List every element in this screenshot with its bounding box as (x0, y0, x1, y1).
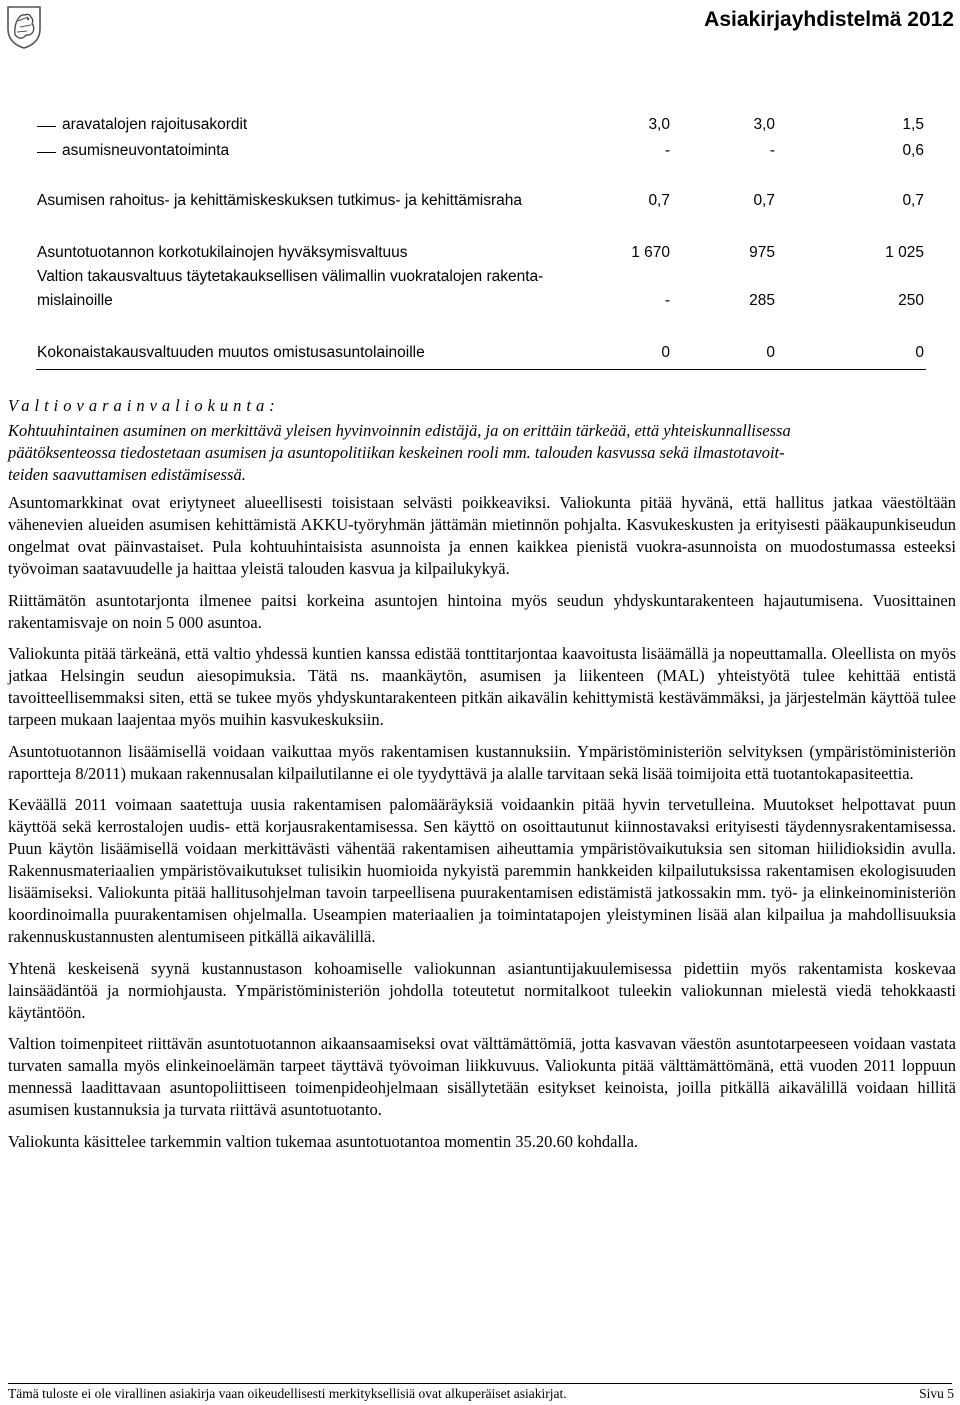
value-col-1: - (664, 292, 670, 309)
indent-dash (37, 152, 56, 153)
table-row (0, 292, 960, 314)
value-col-2: 285 (749, 292, 775, 309)
italic-line: teiden saavuttamisen edistämisessä. (8, 465, 246, 484)
value-col-3: 0 (915, 344, 924, 361)
indent-dash (37, 126, 56, 127)
paragraph: Keväällä 2011 voimaan saatettuja uusia rakentamisen palomääräyksiä voidaankin pitää hyvin tervetulleina. Muutokset helpottavat puun käyttöä sekä kerrostalojen uudis- että korjausrakentamisessa. Sen käyttö on osoittautunut kiinnostavaksi erityisesti täydennysrakentamisessa. Puun käytön lisäämisellä voidaan merkittävästi vähentää rakentamisen aiheuttamia ympäristövaikutuksia sen sitoman hiilidioksidin avulla. Rakennusmateriaalien ympäristövaikutukset tulisikin huomioida nykyistä paremmin hankkeiden kilpailutuksissa rakentamisen ekologisuuden lisäämiseksi. Valiokunta pitää hallitusohjelman tavoin tarpeellisena puurakentamisen edistämistä jatkossakin mm. työ- ja elinkeinoministeriön koordinoimalla puurakentamisen ohjelmalla. Useampien materiaalien ja toimintatapojen yleistyminen lisää alan kilpailua ja mahdollisuuksia rakennuskustannusten alentumiseen pitkällä aikavälillä. (8, 795, 956, 946)
paragraph: Valiokunta käsittelee tarkemmin valtion tukemaa asuntotuotantoa momentin 35.20.60 kohdalla. (8, 1131, 639, 1151)
value-col-1: 1 670 (631, 244, 670, 261)
coat-of-arms-icon (6, 5, 42, 49)
table-bottom-rule (36, 369, 926, 370)
italic-line: päätöksenteossa tiedostetaan asumisen ja asuntopolitiikan keskeinen rooli mm. talouden kasvussa sekä ilmastotavoit- (8, 443, 785, 462)
paragraph: Valiokunta pitää tärkeänä, että valtio yhdessä kuntien kanssa edistää tonttitarjontaa kaavoitusta lisäämällä ja nopeuttamalla. Oleellista on myös jatkaa Helsingin seudun aiesopimuksia. Tätä ns. maankäytön, asumisen ja liikenteen (MAL) yhteistyötä tulee kehittää entistä tavoitteellisemmaksi siten, että se tukee myös yhdyskuntarakenteen pitkän aikavälin kehittymistä kestävämmäksi, ja järjestelmän käyttöä tulee tarpeen mukaan laajentaa myös muihin kasvukeskuksiin. (8, 644, 956, 729)
paragraph: Yhtenä keskeisenä syynä kustannustason kohoamiselle valiokunnan asiantuntijakuulemisessa pidettiin myös rakentamista koskevaa lainsäädäntöä ja normiohjausta. Ympäristöministeriön johdolla toteutetut normitalkoot tuleekin valiokunnan mielestä viedä tehokkaasti käytäntöön. (8, 958, 956, 1022)
paragraph: Asuntomarkkinat ovat eriytyneet alueellisesti toisistaan selvästi poikkeaviksi. Valiokunta pitää hyvänä, että hallitus jatkaa väestöltään vähenevien alueiden asumisen kehittämistä AKKU-työryhmän jättämän mietinnön pohjalta. Kasvukeskusten ja erityisesti pääkaupunkiseudun ongelmat ovat päinvastaiset. Pula kohtuuhintaisista asunnoista ja ennen kaikkea pienistä vuokra-asunnoista on muodostumassa esteeksi työvoiman saatavuudelle ja haittaa yleistä talouden kasvua ja kilpailukykyä. (8, 493, 956, 578)
value-col-2: 3,0 (753, 116, 775, 133)
value-col-3: 0,7 (902, 192, 924, 209)
value-col-3: 1 025 (885, 244, 924, 261)
table-row (0, 142, 960, 164)
committee-statement (8, 420, 956, 1162)
row-label: Asuntotuotannon korkotukilainojen hyväksymisvaltuus (37, 244, 408, 261)
footer-disclaimer: Tämä tuloste ei ole virallinen asiakirja vaan oikeudellisesti merkityksellisiä ovat alkuperäiset asiakirjat. (8, 1386, 567, 1401)
paragraph: Valtion toimenpiteet riittävän asuntotuotannon aikaansaamiseksi ovat välttämättömiä, jotta kasvavan väestön asuntotarpeeseen voidaan vastata turvaten samalla myös elinkeinoelämän tarpeet täyttävä työvoiman liikkuvuus. Valiokunta pitää välttämättömänä, että vuoden 2011 loppuun mennessä laadittavaan asuntopoliittiseen toimenpideohjelmaan sisällytetään esitykset keinoista, joilla pitkällä aikavälillä voidaan hillitä asumisen kustannuksia ja turvata riittävä asuntotuotanto. (8, 1034, 956, 1119)
value-col-2: - (769, 142, 775, 159)
row-label: aravatalojen rajoitusakordit (62, 116, 248, 133)
row-label: asumisneuvontatoiminta (62, 142, 230, 159)
value-col-1: 0,7 (648, 192, 670, 209)
value-col-3: 250 (898, 292, 924, 309)
table-row (0, 192, 960, 214)
value-col-3: 1,5 (902, 116, 924, 133)
page-number: Sivu 5 (919, 1386, 954, 1401)
table-row (0, 244, 960, 266)
paragraph: Riittämätön asuntotarjonta ilmenee paitsi korkeina asuntojen hintoina myös seudun yhdyskuntarakenteen hajautumisena. Vuosittainen rakentamisvaje on noin 5 000 asuntoa. (8, 590, 956, 632)
row-label: mislainoille (37, 292, 113, 309)
table-row (0, 344, 960, 366)
value-col-3: 0,6 (902, 142, 924, 159)
footer-rule (8, 1383, 952, 1384)
table-row-label-continued (0, 268, 960, 290)
paragraph: Asuntotuotannon lisäämisellä voidaan vaikuttaa myös rakentamisen kustannuksiin. Ympäristöministeriön selvityksen (ympäristöministeriön raportteja 8/2011) mukaan rakennusalan kilpailutilanne ei ole tyydyttävä ja alalle tarvitaan sekä lisää toimijoita että tuotantokapasiteettia. (8, 741, 956, 783)
page-header (0, 0, 960, 52)
value-col-2: 975 (749, 244, 775, 261)
row-label: Kokonaistakausvaltuuden muutos omistusasuntolainoille (37, 344, 425, 361)
value-col-1: 3,0 (648, 116, 670, 133)
table-row (0, 116, 960, 138)
italic-line: Kohtuuhintainen asuminen on merkittävä yleisen hyvinvoinnin edistäjä, ja on erittäin tärkeää, että yhteiskunnallisessa (8, 421, 791, 440)
document-title: Asiakirjayhdistelmä 2012 (704, 8, 954, 31)
value-col-1: - (664, 142, 670, 159)
row-label: Asumisen rahoitus- ja kehittämiskeskuksen tutkimus- ja kehittämisraha (37, 192, 522, 209)
value-col-2: 0,7 (753, 192, 775, 209)
committee-heading: Valtiovarainvaliokunta: (8, 396, 280, 415)
row-label-line1: Valtion takausvaltuus täytetakauksellisen välimallin vuokratalojen rakenta- (37, 268, 544, 285)
value-col-1: 0 (661, 344, 670, 361)
value-col-2: 0 (766, 344, 775, 361)
